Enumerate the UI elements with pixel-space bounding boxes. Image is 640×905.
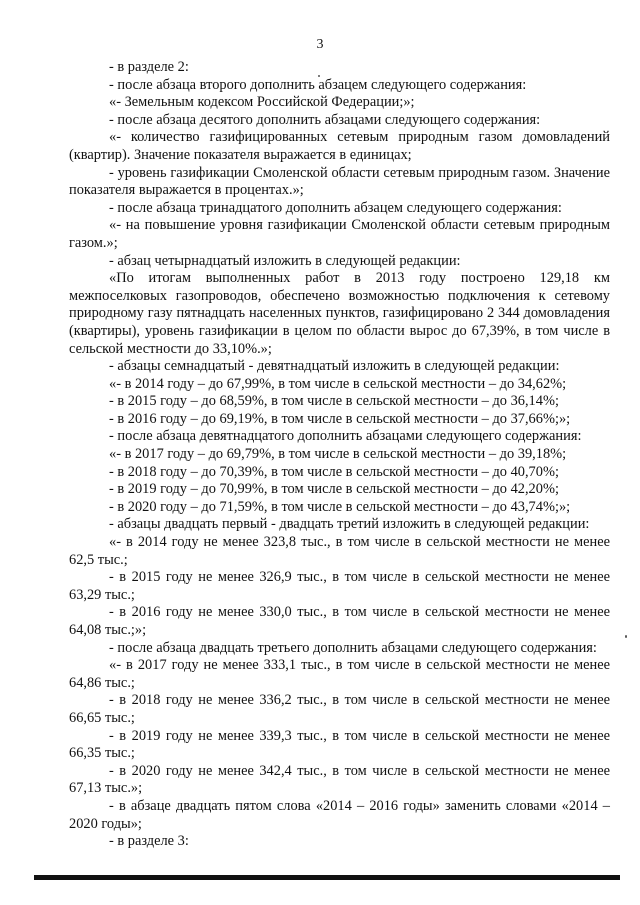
paragraph: «- в 2017 году не менее 333,1 тыс., в том числе в сельской местности не менее 64,86 тыс.; [69,657,610,691]
scan-speck [318,75,320,77]
paragraph: - абзацы двадцать первый - двадцать третий изложить в следующей редакции: [109,516,590,533]
paragraph: - после абзаца второго дополнить абзацем следующего содержания: [109,76,527,93]
paragraph: - в 2020 году – до 71,59%, в том числе в сельской местности – до 43,74%;»; [109,498,571,515]
paragraph: - в 2018 году не менее 336,2 тыс., в том числе в сельской местности не менее 66,65 тыс.; [69,692,610,726]
paragraph: - в 2018 году – до 70,39%, в том числе в сельской местности – до 40,70%; [109,463,559,480]
paragraph: - уровень газификации Смоленской области сетевым природным газом. Значение показателя выражается в процентах.»; [69,164,610,199]
paragraph: - после абзаца двадцать третьего дополнить абзацами следующего содержания: [109,639,597,656]
paragraph: - абзацы семнадцатый - девятнадцатый изложить в следующей редакции: [109,358,560,375]
paragraph: - в 2019 году – до 70,99%, в том числе в сельской местности – до 42,20%; [109,481,559,498]
paragraph: - в разделе 2: [109,59,189,75]
page-number: 3 [316,37,324,52]
paragraph: - в 2015 году – до 68,59%, в том числе в сельской местности – до 36,14%; [109,393,559,410]
paragraph: «- на повышение уровня газификации Смоленской области сетевым природным газом.»; [69,217,610,251]
paragraph: - в 2016 году не менее 330,0 тыс., в том числе в сельской местности не менее 64,08 тыс.;»; [69,604,610,638]
paragraph: «- в 2014 году – до 67,99%, в том числе в сельской местности – до 34,62%; [109,375,567,392]
paragraph: - в абзаце двадцать пятом слова «2014 – 2016 годы» заменить словами «2014 – 2020 годы»; [69,797,610,832]
paragraph: «По итогам выполненных работ в 2013 году построено 129,18 км межпоселковых газопроводов, обеспечено возможностью подключения к сетевому природному газу пятнадцать населенных пунктов, газифицировано 2 344 домовладения (квартиры), уровень газификации в целом по области вырос до 67,39%, в том числе в сельской местности до 33,10%.»; [69,270,610,357]
document-body [69,59,610,851]
scan-speck [625,635,627,638]
paragraph: - в 2016 году – до 69,19%, в том числе в сельской местности – до 37,66%;»; [109,410,571,427]
paragraph: - абзац четырнадцатый изложить в следующей редакции: [109,252,461,269]
paragraph: «- в 2014 году не менее 323,8 тыс., в том числе в сельской местности не менее 62,5 тыс.; [69,534,610,568]
paragraph: - в 2019 году не менее 339,3 тыс., в том числе в сельской местности не менее 66,35 тыс.; [69,727,610,762]
paragraph: - после абзаца девятнадцатого дополнить абзацами следующего содержания: [109,428,582,445]
paragraph: «- количество газифицированных сетевым природным газом домовладений (квартир). Значение показателя выражается в единицах; [69,129,610,163]
paragraph: - в 2020 году не менее 342,4 тыс., в том числе в сельской местности не менее 67,13 тыс.»; [69,762,610,797]
paragraph: - после абзаца тринадцатого дополнить абзацем следующего содержания: [109,199,562,216]
paragraph: «- Земельным кодексом Российской Федерации;»; [109,94,415,111]
bottom-rule [34,875,620,880]
paragraph: - в разделе 3: [109,833,189,850]
paragraph: «- в 2017 году – до 69,79%, в том числе в сельской местности – до 39,18%; [109,446,567,463]
paragraph: - в 2015 году не менее 326,9 тыс., в том числе в сельской местности не менее 63,29 тыс.; [69,569,610,603]
paragraph: - после абзаца десятого дополнить абзацами следующего содержания: [109,111,541,128]
